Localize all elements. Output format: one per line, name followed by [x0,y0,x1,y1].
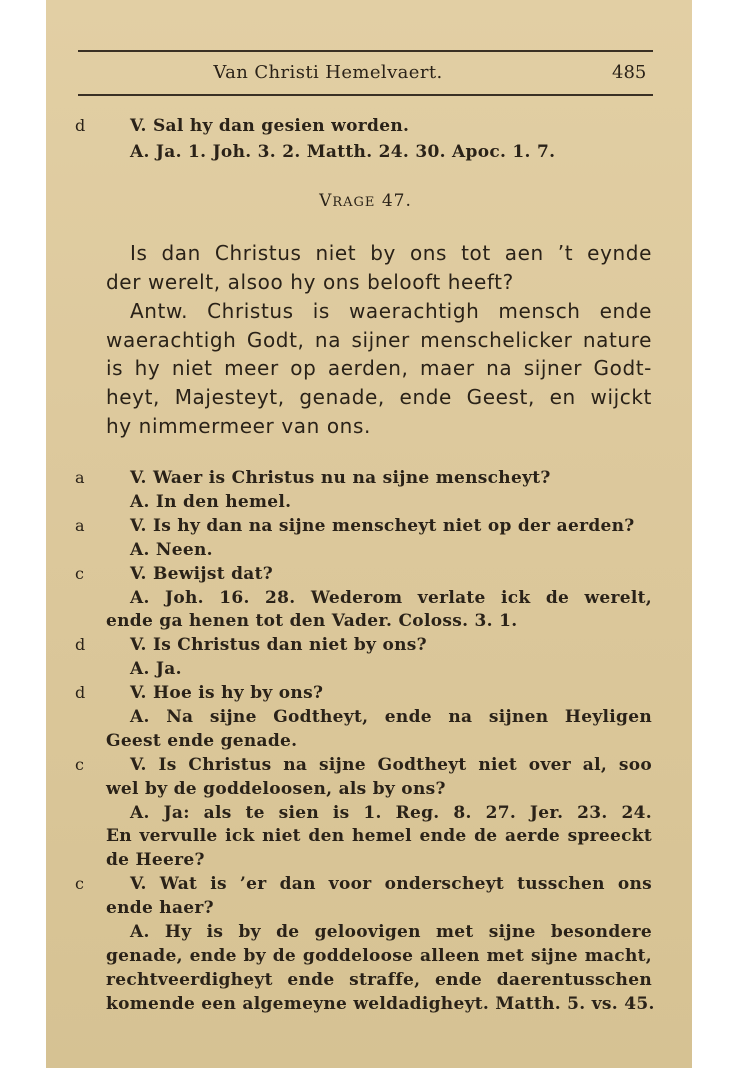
question-line: V. Is hy dan na sijne menscheyt niet op der aerden? [130,516,635,536]
answer-continuation: Geest ende genade. [106,731,298,751]
question-continuation: wel by de goddeloosen, als by ons? [106,779,446,799]
question-line: V. Is Christus dan niet by ons? [130,635,427,655]
answer-line: A. Joh. 16. 28. Wederom verlate ick de werelt, [130,588,652,608]
answer-line: A. Neen. [130,540,213,560]
answer-line: A. In den hemel. [130,492,292,512]
answer-line: A. Ja. [130,659,182,679]
question-line: V. Bewijst dat? [130,564,274,584]
answer-continuation: En vervulle ick niet den hemel ende de aerde spreeckt [106,826,652,846]
heading-word-rest: RAGE [332,195,376,210]
question-line: V. Sal hy dan gesien worden. [130,116,410,136]
margin-marker: c [75,755,84,774]
answer-text: is hy niet meer op aerden, maer na sijner Godt- [106,356,652,380]
answer-text: waerachtigh Godt, na sijner menschelicker nature [106,328,652,352]
answer-line: A. Na sijne Godtheyt, ende na sijnen Heyligen [130,707,652,727]
question-text: Is dan Christus niet by ons tot aen ’t eynde [130,241,652,265]
answer-continuation: rechtveerdigheyt ende straffe, ende daerentusschen [106,970,652,990]
answer-continuation: genade, ende by de goddeloose alleen met sijne macht, [106,946,652,966]
heading-number: 47. [381,191,412,211]
answer-line: A. Ja: als te sien is 1. Reg. 8. 27. Jer. 23. 24. [130,803,652,823]
question-line: V. Wat is ’er dan voor onderscheyt tusschen ons [130,874,652,894]
answer-continuation: ende ga henen tot den Vader. Coloss. 3. 1. [106,611,518,631]
question-text: der werelt, alsoo hy ons belooft heeft? [106,270,514,294]
header-rule-top [78,50,653,52]
margin-marker: d [75,683,86,702]
answer-line: A. Hy is by de geloovigen met sijne besondere [130,922,652,942]
section-heading [78,191,653,211]
answer-text: heyt, Majesteyt, genade, ende Geest, en wijckt [106,385,652,409]
margin-marker: a [75,516,85,535]
answer-continuation: komende een algemeyne weldadigheyt. Matth. 5. vs. 45. [106,994,655,1014]
running-title: Van Christi Hemelvaert. [213,62,443,83]
margin-marker: c [75,874,84,893]
margin-marker: d [75,635,86,654]
margin-marker: c [75,564,84,583]
question-line: V. Waer is Christus nu na sijne menscheyt? [130,468,551,488]
question-continuation: ende haer? [106,898,214,918]
question-line: V. Hoe is hy by ons? [130,683,324,703]
header-rule-bottom [78,94,653,96]
question-line: V. Is Christus na sijne Godtheyt niet over al, soo [130,755,652,775]
answer-text: hy nimmermeer van ons. [106,414,371,438]
page-number: 485 [612,62,647,83]
margin-marker: a [75,468,85,487]
answer-continuation: de Heere? [106,850,205,870]
answer-line: A. Ja. 1. Joh. 3. 2. Matth. 24. 30. Apoc. 1. 7. [130,142,556,162]
answer-text: Antw. Christus is waerachtigh mensch ende [130,299,652,323]
heading-initial: V [319,191,333,211]
margin-marker: d [75,116,86,135]
